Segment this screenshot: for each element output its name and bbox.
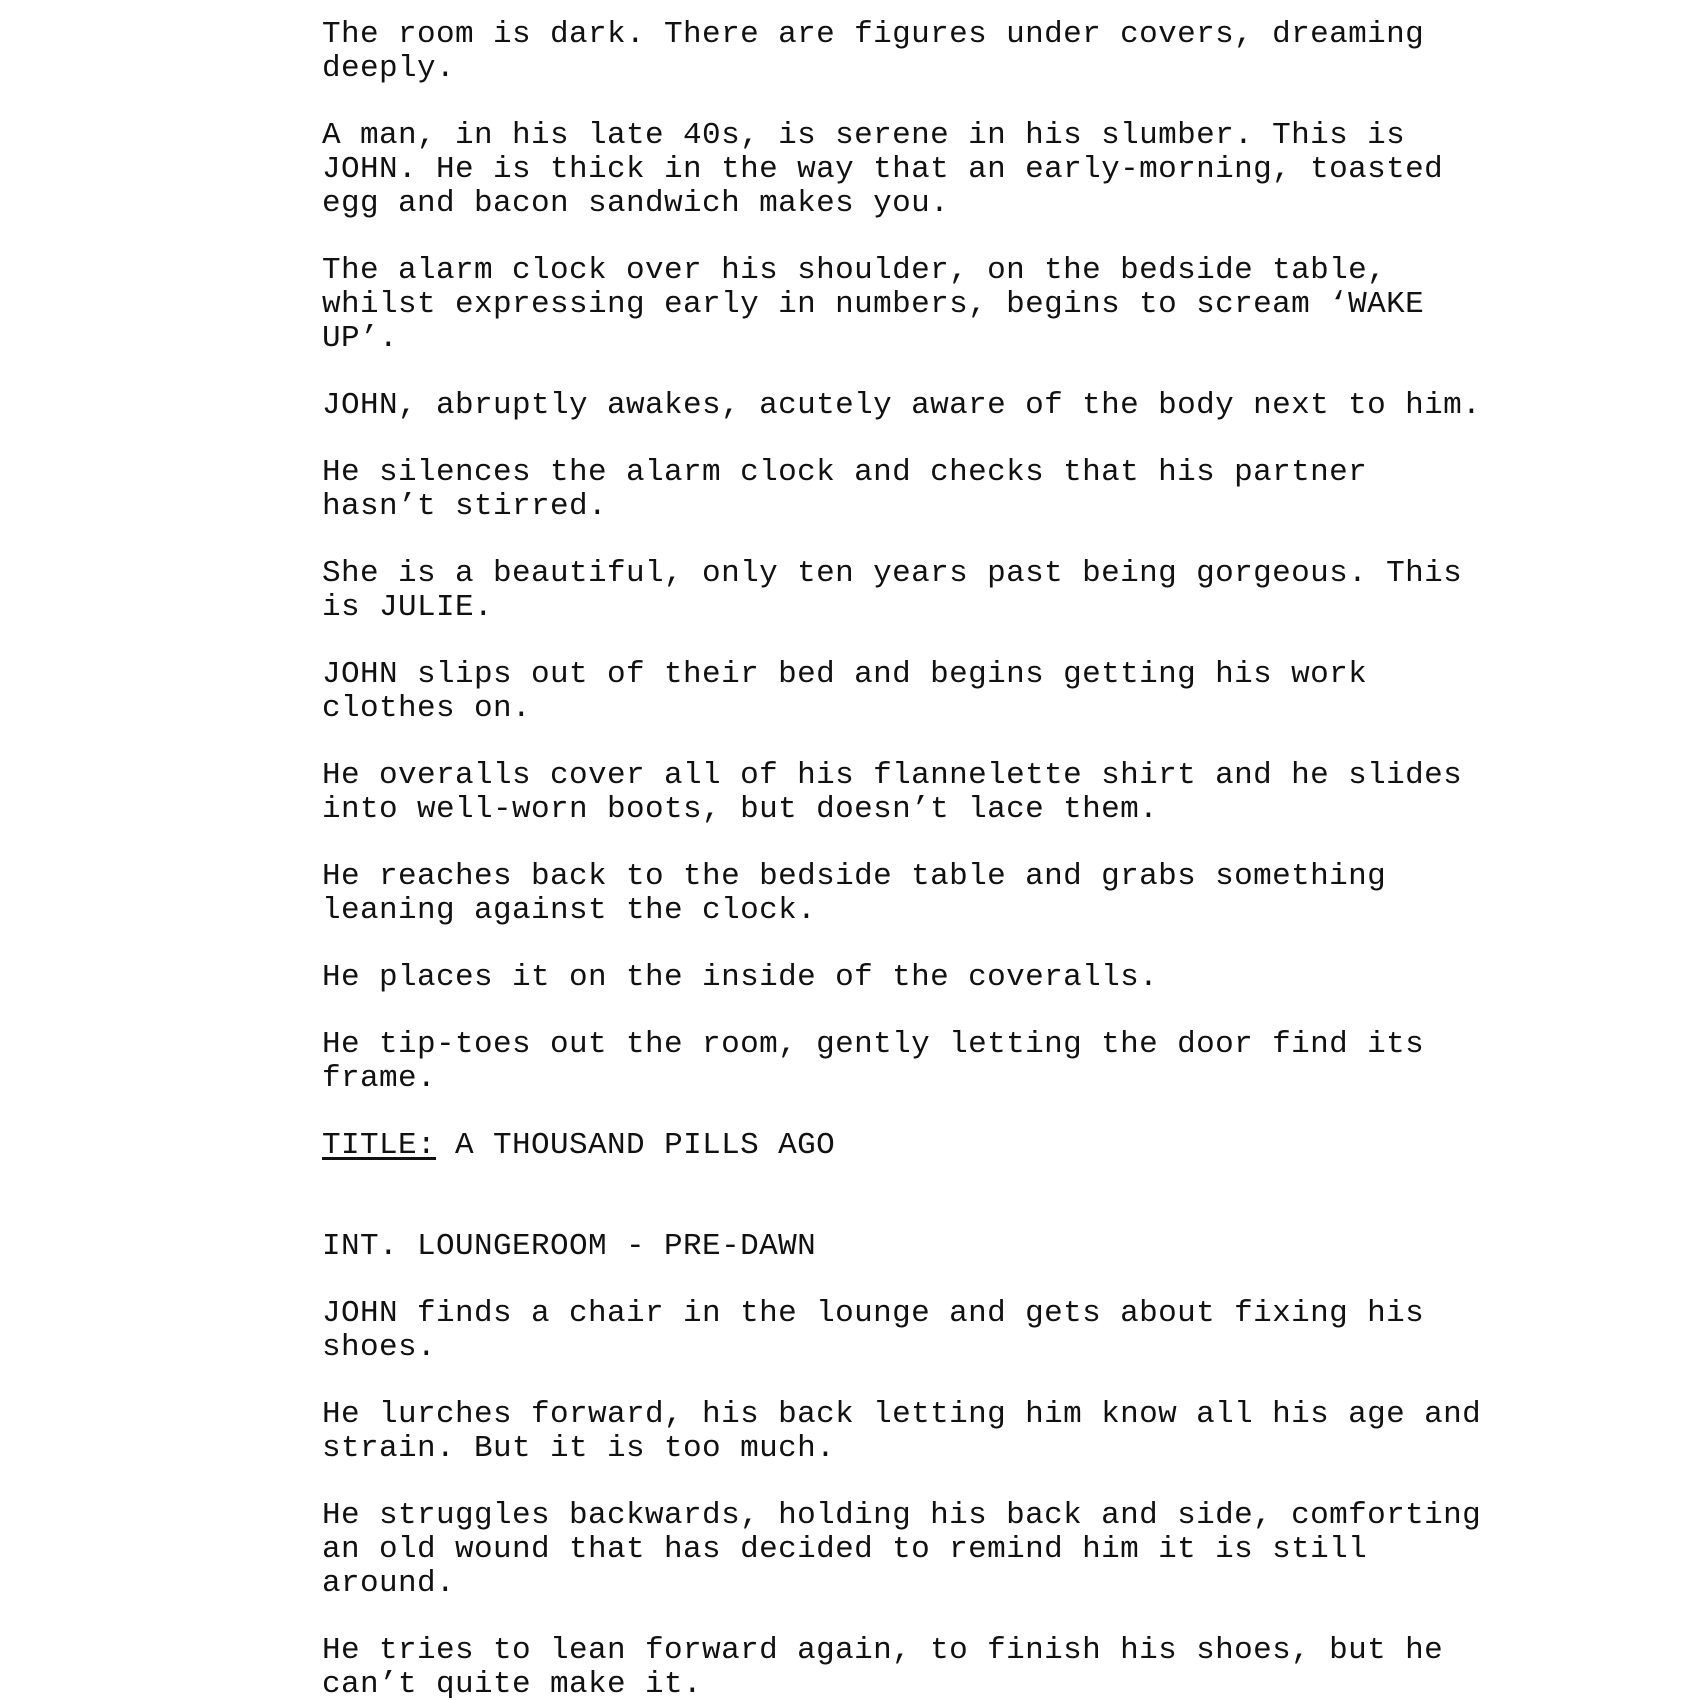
action-line: JOHN, abruptly awakes, acutely aware of the body next to him.	[322, 388, 1482, 423]
action-line: JOHN finds a chair in the lounge and gets about fixing his	[322, 1296, 1425, 1331]
paragraph-gap	[322, 625, 1612, 658]
action-line: deeply.	[322, 51, 456, 86]
paragraph-gap	[322, 726, 1612, 759]
title-label: TITLE:	[322, 1128, 437, 1163]
action-paragraph	[322, 860, 1612, 928]
action-line: egg and bacon sandwich makes you.	[322, 186, 950, 221]
scene-heading-line: INT. LOUNGEROOM - PRE-DAWN	[322, 1229, 817, 1264]
action-paragraph	[322, 759, 1612, 827]
action-paragraph	[322, 658, 1612, 726]
action-line: He silences the alarm clock and checks that his partner	[322, 455, 1368, 490]
action-paragraph	[322, 18, 1612, 86]
action-line: around.	[322, 1566, 456, 1601]
title-card	[322, 1129, 1612, 1163]
action-line: is JULIE.	[322, 590, 494, 625]
paragraph-gap	[322, 1365, 1612, 1398]
action-paragraph	[322, 961, 1612, 995]
paragraph-gap	[322, 356, 1612, 389]
screenplay-body	[322, 18, 1612, 1698]
action-paragraph	[322, 254, 1612, 356]
paragraph-gap	[322, 928, 1612, 961]
paragraph-gap	[322, 827, 1612, 860]
action-paragraph	[322, 1398, 1612, 1466]
action-line: leaning against the clock.	[322, 893, 817, 928]
action-paragraph	[322, 1028, 1612, 1096]
action-line: He places it on the inside of the coveralls.	[322, 960, 1159, 995]
action-line: frame.	[322, 1061, 437, 1096]
title-line	[322, 1129, 1612, 1163]
action-line: can’t quite make it.	[322, 1668, 703, 1698]
action-line: into well-worn boots, but doesn’t lace them.	[322, 792, 1159, 827]
action-line: The room is dark. There are figures under covers, dreaming	[322, 17, 1425, 52]
action-line: A man, in his late 40s, is serene in his slumber. This is	[322, 118, 1406, 153]
paragraph-gap	[322, 524, 1612, 557]
action-paragraph	[322, 557, 1612, 625]
paragraph-gap	[322, 86, 1612, 119]
action-line: JOHN. He is thick in the way that an early-morning, toasted	[322, 152, 1444, 187]
scene-heading	[322, 1230, 1612, 1264]
paragraph-gap	[322, 221, 1612, 254]
title-text: A THOUSAND PILLS AGO	[436, 1128, 836, 1163]
action-paragraph	[322, 1634, 1612, 1698]
action-line: whilst expressing early in numbers, begins to scream ‘WAKE	[322, 287, 1425, 322]
action-line: He overalls cover all of his flannelette shirt and he slides	[322, 758, 1463, 793]
action-line: an old wound that has decided to remind him it is still	[322, 1532, 1368, 1567]
action-line: clothes on.	[322, 691, 532, 726]
action-line: UP’.	[322, 321, 399, 356]
action-line: hasn’t stirred.	[322, 489, 608, 524]
paragraph-gap	[322, 1096, 1612, 1129]
action-paragraph	[322, 456, 1612, 524]
action-line: He tip-toes out the room, gently letting the door find its	[322, 1027, 1425, 1062]
action-paragraph	[322, 389, 1612, 423]
action-line: He lurches forward, his back letting him know all his age and	[322, 1397, 1482, 1432]
action-line: strain. But it is too much.	[322, 1431, 836, 1466]
paragraph-gap	[322, 995, 1612, 1028]
paragraph-gap	[322, 423, 1612, 456]
action-line: She is a beautiful, only ten years past being gorgeous. This	[322, 556, 1463, 591]
paragraph-gap	[322, 1163, 1612, 1230]
action-line: shoes.	[322, 1330, 437, 1365]
action-paragraph	[322, 1499, 1612, 1601]
paragraph-gap	[322, 1466, 1612, 1499]
action-line: He tries to lean forward again, to finish his shoes, but he	[322, 1633, 1444, 1668]
paragraph-gap	[322, 1264, 1612, 1297]
action-line: He struggles backwards, holding his back and side, comforting	[322, 1498, 1482, 1533]
action-line: The alarm clock over his shoulder, on the bedside table,	[322, 253, 1387, 288]
action-paragraph	[322, 119, 1612, 221]
action-paragraph	[322, 1297, 1612, 1365]
paragraph-gap	[322, 1601, 1612, 1634]
action-line: He reaches back to the bedside table and grabs something	[322, 859, 1387, 894]
action-line: JOHN slips out of their bed and begins getting his work	[322, 657, 1368, 692]
